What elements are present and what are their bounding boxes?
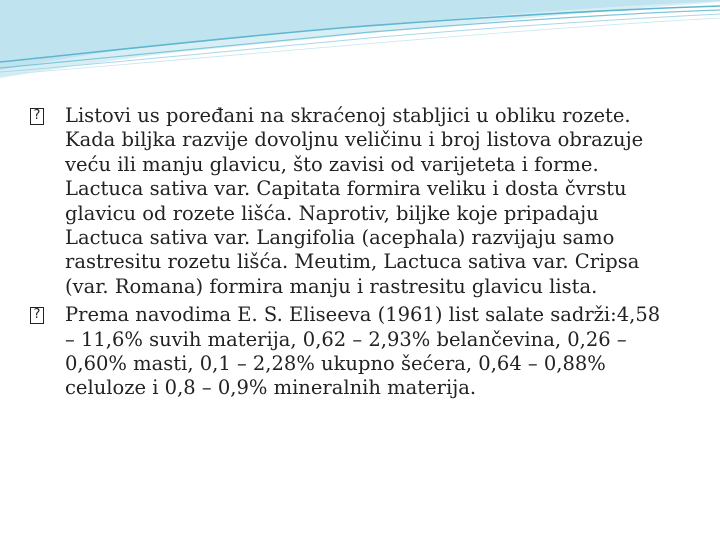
paragraph-2-line: 0,60% masti, 0,1 – 2,28% ukupno šećera, 0,64 – 0,88% xyxy=(65,352,606,376)
paragraph-1-line: Listovi us poređani na skraćenoj stabljici u obliku rozete. xyxy=(65,104,631,127)
paragraph-1-line: glavicu od rozete lišća. Naprotiv, biljke koje pripadaju xyxy=(65,201,599,225)
decorative-wave-header xyxy=(0,0,720,90)
paragraph-2 xyxy=(26,303,696,401)
paragraph-1-line: (var. Romana) formira manju i rastresitu glavicu lista. xyxy=(65,274,598,298)
paragraph-2-line: Prema navodima E. S. Eliseeva (1961) list salate sadrži:4,58 xyxy=(65,303,661,327)
bullet-icon: ? xyxy=(30,108,44,125)
body-text xyxy=(26,104,696,401)
paragraph-1 xyxy=(26,104,696,299)
paragraph-1-line: rastresitu rozetu lišća. Meutim, Lactuca sativa var. Cripsa xyxy=(65,250,640,274)
paragraph-2-line: – 11,6% suvih materija, 0,62 – 2,93% belančevina, 0,26 – xyxy=(65,327,627,351)
paragraph-1-line: veću ili manju glavicu, što zavisi od varijeteta i forme. xyxy=(65,152,599,176)
paragraph-1-line: Lactuca sativa var. Capitata formira veliku i dosta čvrstu xyxy=(65,177,627,201)
paragraph-2-line: celuloze i 0,8 – 0,9% mineralnih materija. xyxy=(65,376,477,400)
paragraph-1-line: Lactuca sativa var. Langifolia (acephala) razvijaju samo xyxy=(65,226,615,250)
bullet-icon: ? xyxy=(30,307,44,324)
paragraph-1-line: Kada biljka razvije dovoljnu veličinu i broj listova obrazuje xyxy=(65,128,644,152)
